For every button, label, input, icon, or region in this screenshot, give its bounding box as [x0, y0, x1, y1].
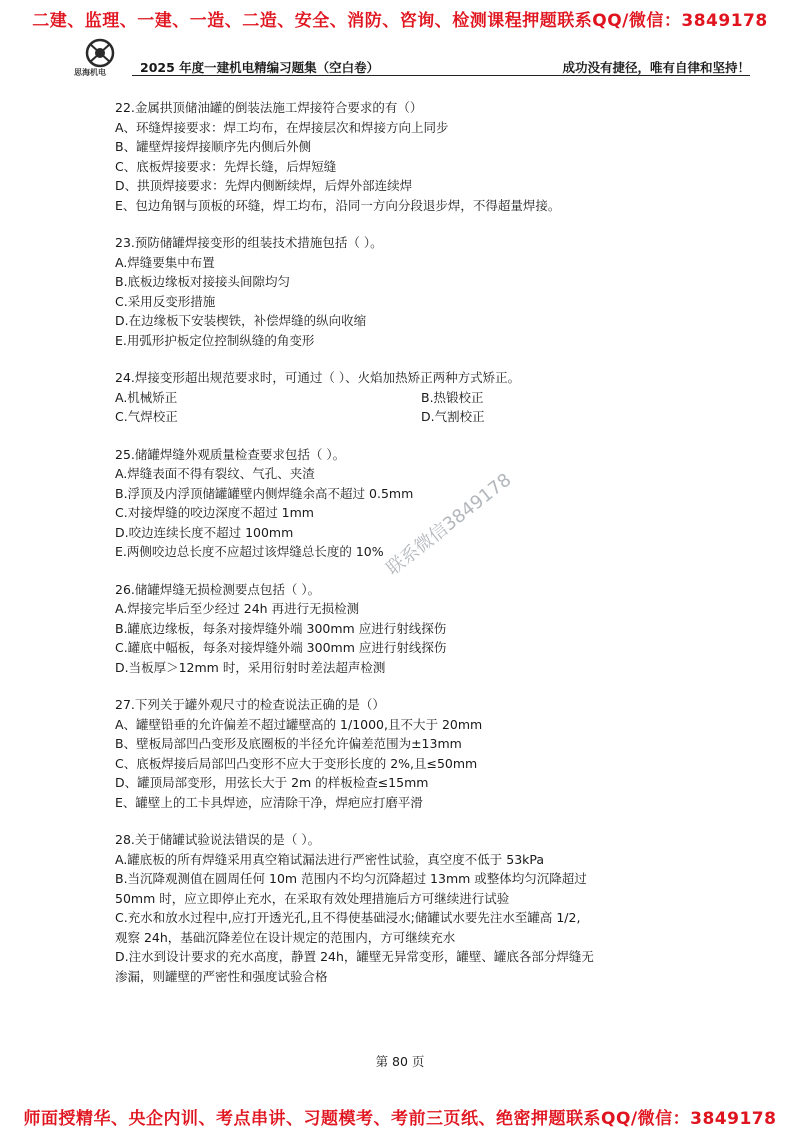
option: D.当板厚＞12mm 时，采用衍射时差法超声检测	[115, 659, 386, 675]
option: D.在边缘板下安装楔铁，补偿焊缝的纵向收缩	[115, 313, 367, 328]
option: C、底板焊接后局部凹凸变形不应大于变形长度的 2%,且≤50mm	[115, 755, 478, 771]
header-divider	[132, 75, 750, 76]
option: B.罐底边缘板，每条对接焊缝外端 300mm 应进行射线探伤	[115, 620, 447, 636]
option: B.底板边缘板对接接头间隙均匀	[115, 274, 291, 289]
question-stem: 24.焊接变形超出规范要求时，可通过（ ）、火焰加热矫正两种方式矫正。	[115, 370, 521, 385]
question-stem: 25.储罐焊缝外观质量检查要求包括（ ）。	[115, 446, 346, 462]
option: E.两侧咬边总长度不应超过该焊缝总长度的 10%	[115, 544, 384, 559]
option-grid	[115, 388, 715, 427]
header-motto: 成功没有捷径，唯有自律和坚持！	[562, 60, 750, 75]
option: C.气焊校正	[115, 409, 178, 424]
option: E.用弧形护板定位控制纵缝的角变形	[115, 332, 315, 348]
option: D.气割校正	[421, 409, 485, 424]
question-27	[115, 695, 715, 812]
question-stem: 28.关于储罐试验说法错误的是（ ）。	[115, 832, 321, 847]
page-header	[70, 38, 750, 80]
option: D、拱顶焊接要求：先焊内侧断续焊，后焊外部连续焊	[115, 178, 413, 193]
option: A.焊缝要集中布置	[115, 254, 215, 270]
option-continued: 观察 24h，基础沉降差位在设计规定的范围内，方可继续充水	[115, 929, 456, 945]
option: A、环缝焊接要求：焊工均布，在焊接层次和焊接方向上同步	[115, 119, 449, 135]
question-24	[115, 368, 715, 427]
option: E、罐壁上的工卡具焊迹，应清除干净，焊疤应打磨平滑	[115, 794, 423, 810]
option: E、包边角钢与顶板的环缝，焊工均布，沿同一方向分段退步焊，不得超量焊接。	[115, 197, 561, 213]
document-title: 2025 年度一建机电精编习题集（空白卷）	[140, 60, 380, 75]
option: A.焊接完毕后至少经过 24h 再进行无损检测	[115, 601, 360, 616]
option: C.罐底中幅板，每条对接焊缝外端 300mm 应进行射线探伤	[115, 640, 447, 655]
bottom-banner: 师面授精华、央企内训、考点串讲、习题模考、考前三页纸、绝密押题联系QQ/微信：3849178	[23, 1109, 777, 1129]
option-continued: 50mm 时，应立即停止充水，在采取有效处理措施后方可继续进行试验	[115, 890, 510, 906]
option: C、底板焊接要求：先焊长缝，后焊短缝	[115, 158, 337, 174]
option: A、罐壁铅垂的允许偏差不超过罐壁高的 1/1000,且不大于 20mm	[115, 716, 483, 732]
option-continued: 渗漏，则罐壁的严密性和强度试验合格	[115, 968, 328, 984]
page-number: 第 80 页	[375, 1054, 425, 1069]
option: B.热锻校正	[421, 389, 484, 405]
option: C.采用反变形措施	[115, 293, 216, 309]
option: B.当沉降观测值在圆周任何 10m 范围内不均匀沉降超过 13mm 或整体均匀沉降超过	[115, 871, 587, 886]
option: C.对接焊缝的咬边深度不超过 1mm	[115, 505, 314, 520]
question-stem: 23.预防储罐焊接变形的组装技术措施包括（ ）。	[115, 235, 383, 250]
option: D、罐顶局部变形，用弦长大于 2m 的样板检查≤15mm	[115, 775, 429, 790]
logo-text: 思海机电	[74, 68, 106, 77]
watermark: 联系微信3849178	[382, 469, 516, 580]
option: D.咬边连续长度不超过 100mm	[115, 524, 294, 540]
option: B、罐壁焊接焊接顺序先内侧后外侧	[115, 139, 312, 154]
option: C.充水和放水过程中,应打开透光孔,且不得使基础浸水;储罐试水要先注水至罐高 1/2,	[115, 910, 581, 925]
option: A.机械矫正	[115, 389, 178, 405]
top-banner: 二建、监理、一建、一造、二造、安全、消防、咨询、检测课程押题联系QQ/微信：3849178	[32, 11, 768, 31]
question-28	[115, 830, 715, 986]
option: D.注水到设计要求的充水高度，静置 24h，罐壁无异常变形，罐壁、罐底各部分焊缝无	[115, 949, 594, 964]
question-stem: 22.金属拱顶储油罐的倒装法施工焊接符合要求的有（）	[115, 100, 423, 115]
option: A.罐底板的所有焊缝采用真空箱试漏法进行严密性试验，真空度不低于 53kPa	[115, 851, 545, 867]
question-22	[115, 98, 715, 215]
question-26	[115, 580, 715, 678]
option: A.焊缝表面不得有裂纹、气孔、夹渣	[115, 466, 315, 481]
question-stem: 27.下列关于罐外观尺寸的检查说法正确的是（）	[115, 697, 385, 712]
question-stem: 26.储罐焊缝无损检测要点包括（ ）。	[115, 581, 321, 597]
question-23	[115, 233, 715, 350]
option: B.浮顶及内浮顶储罐罐壁内侧焊缝余高不超过 0.5mm	[115, 485, 414, 501]
option: B、壁板局部凹凸变形及底圈板的半径允许偏差范围为±13mm	[115, 736, 462, 751]
